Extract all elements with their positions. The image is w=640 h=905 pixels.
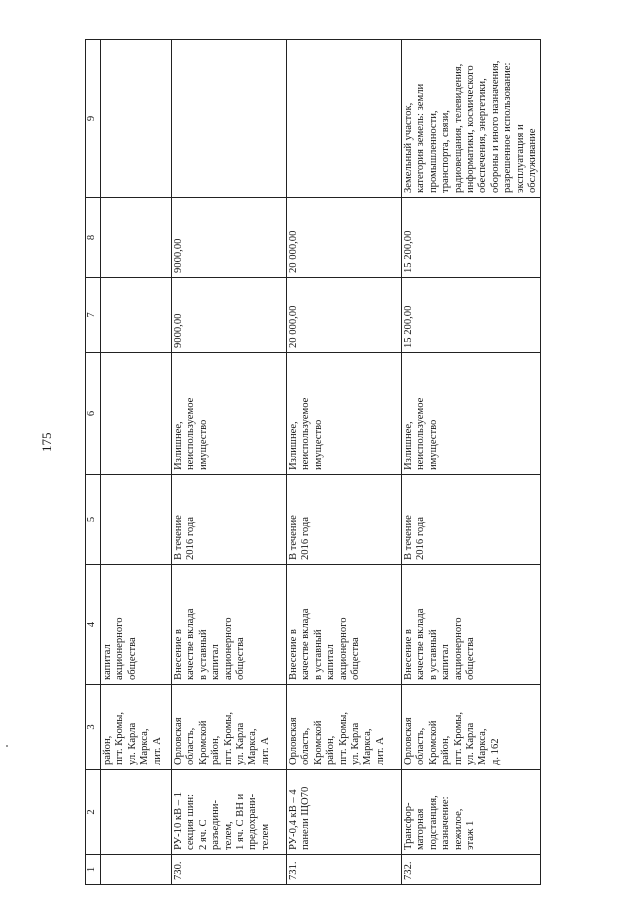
row-number — [101, 855, 172, 885]
object-address: Орловская область, Кромской район, пгт. Кромы, ул. Карла Маркса, д. 162 — [402, 685, 541, 770]
value-col8 — [101, 198, 172, 278]
privatization-method: Внесение в качестве вклада в уставный капитал акционерного общества — [402, 565, 541, 685]
row-number: 730. — [172, 855, 287, 885]
land-plot-info — [287, 40, 402, 198]
privatization-method: Внесение в качестве вклада в уставный капитал акционерного общества — [172, 565, 287, 685]
header-cell: 7 — [86, 278, 101, 353]
row-number: 732. — [402, 855, 541, 885]
rotated-page — [85, 40, 545, 885]
header-cell: 1 — [86, 855, 101, 885]
value-col8: 9000,00 — [172, 198, 287, 278]
header-cell: 2 — [86, 770, 101, 855]
privatization-reason: Излишнее, неиспользуемое имущество — [287, 353, 402, 475]
header-cell: 5 — [86, 475, 101, 565]
privatization-term: В течение 2016 года — [402, 475, 541, 565]
scan-speck — [6, 745, 8, 747]
value-col7: 15 200,00 — [402, 278, 541, 353]
table-row — [287, 40, 402, 885]
privatization-reason: Излишнее, неиспользуемое имущество — [402, 353, 541, 475]
privatization-method: Внесение в качестве вклада в уставный капитал акционерного общества — [287, 565, 402, 685]
privatization-reason: Излишнее, неиспользуемое имущество — [172, 353, 287, 475]
privatization-term — [101, 475, 172, 565]
value-col8: 15 200,00 — [402, 198, 541, 278]
object-name: РУ-10 кВ – 1 секция шин: 2 яч. С разъедини- телем, 1 яч. С ВН и предохрани- телем — [172, 770, 287, 855]
page-number: 175 — [39, 432, 54, 452]
property-table — [85, 39, 541, 885]
value-col7 — [101, 278, 172, 353]
table-row — [402, 40, 541, 885]
value-col7: 20 000,00 — [287, 278, 402, 353]
object-address: Орловская область, Кромской район, пгт. Кромы, ул. Карла Маркса, лит. А — [172, 685, 287, 770]
value-col8: 20 000,00 — [287, 198, 402, 278]
privatization-term: В течение 2016 года — [172, 475, 287, 565]
row-number: 731. — [287, 855, 402, 885]
table-row — [172, 40, 287, 885]
value-col7: 9000,00 — [172, 278, 287, 353]
header-cell: 6 — [86, 353, 101, 475]
header-cell: 3 — [86, 685, 101, 770]
object-name: РУ-0,4 кВ – 4 панели ЩО70 — [287, 770, 402, 855]
object-name: Трансфор- маторная подстанция, назначение: нежилое, этаж 1 — [402, 770, 541, 855]
land-plot-info — [101, 40, 172, 198]
land-plot-info: Земельный участок, категория земель: земли промышленности, транспорта, связи, радиовещания, телевидения, информатики, космического обеспечения, энергетики, обороны и иного назначения, разрешенное использование: эксплуатация и обслуживание — [402, 40, 541, 198]
land-plot-info — [172, 40, 287, 198]
privatization-method: капитал акционерного общества — [101, 565, 172, 685]
header-cell: 8 — [86, 198, 101, 278]
object-name — [101, 770, 172, 855]
object-address: Орловская область, Кромской район, пгт. Кромы, ул. Карла Маркса, лит. А — [287, 685, 402, 770]
header-cell: 4 — [86, 565, 101, 685]
header-cell: 9 — [86, 40, 101, 198]
header-row — [86, 40, 101, 885]
privatization-term: В течение 2016 года — [287, 475, 402, 565]
privatization-reason — [101, 353, 172, 475]
table-row — [101, 40, 172, 885]
object-address: район, пгт. Кромы, ул. Карла Маркса, лит. А — [101, 685, 172, 770]
